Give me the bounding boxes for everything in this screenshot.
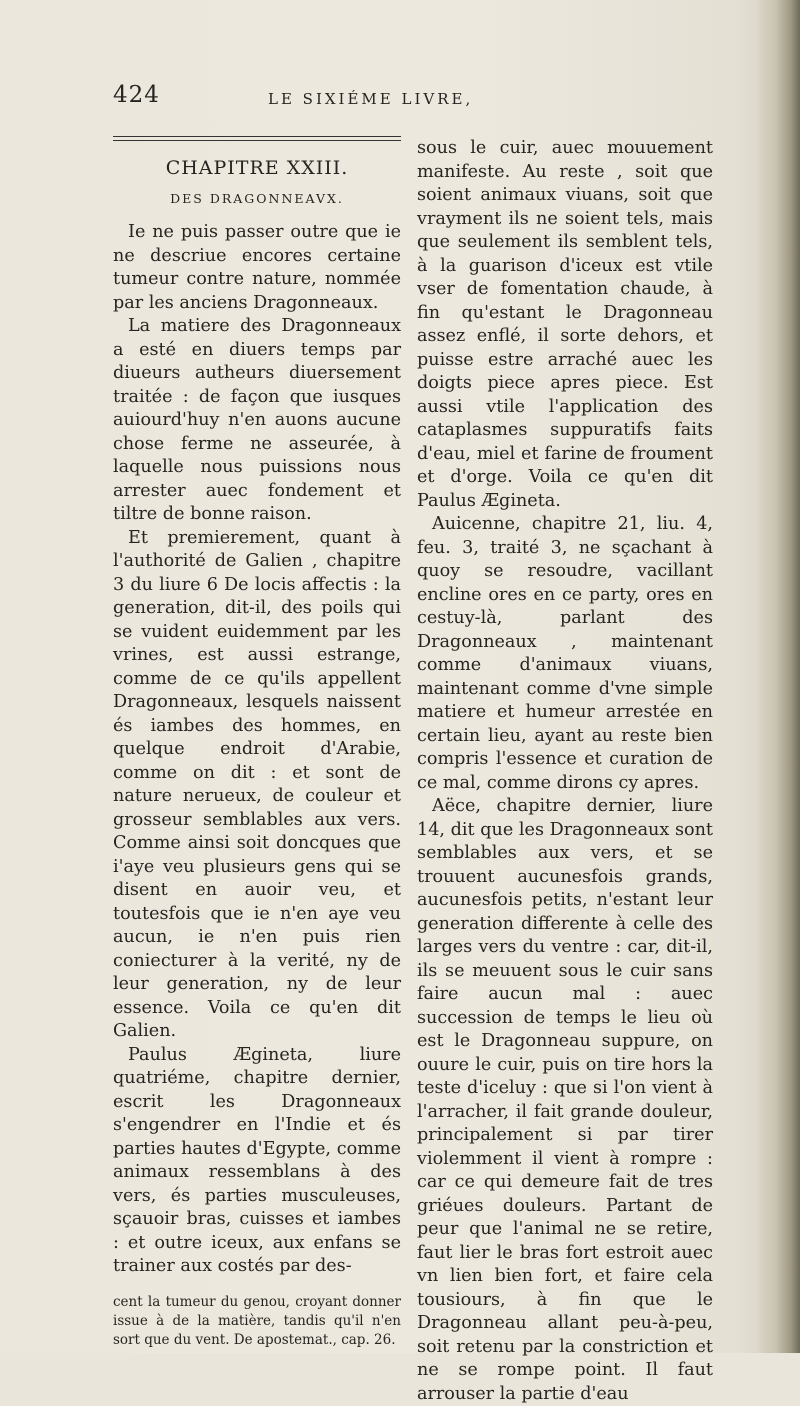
page-edge-shadow xyxy=(756,0,800,1353)
footnote xyxy=(113,1293,401,1350)
paragraph: Et premierement, quant à l'authorité de Galien , chapitre 3 du liure 6 De locis affectis : la generation, dit-il, des poils qui se vuident euidemment par les vrines, est aussi estrange, comme de ce qu'ils appellent Dragonneaux, lesquels naissent és iambes des hommes, en quelque endroit d'Arabie, comme on dit : et sont de nature nerueux, de couleur et grosseur semblables aux vers. Comme ainsi soit doncques que i'aye veu plusieurs gens qui se disent en auoir veu, et toutesfois que ie n'en aye veu aucun, ie n'en puis rien coniecturer à la verité, ny de leur generation, ny de leur essence. Voila ce qu'en dit Galien. xyxy=(113,527,401,1041)
page-header xyxy=(113,82,713,122)
paragraph: sous le cuir, auec mouuement manifeste. Au reste , soit que soient animaux viuans, soit que vrayment ils ne soient tels, mais que seulement ils semblent tels, à la guarison d'iceux est vtile vser de fomentation chaude, à fin qu'estant le Dragonneau assez enflé, il sorte dehors, et puisse estre arraché auec les doigts piece apres piece. Est aussi vtile l'application des cataplasmes suppuratifs faits d'eau, miel et farine de froument et d'orge. Voila ce qu'en dit Paulus Ægineta. xyxy=(417,138,713,511)
chapter-subtitle: DES DRAGONNEAVX. xyxy=(170,190,344,206)
paragraph: Paulus Ægineta, liure quatriéme, chapitre dernier, escrit les Dragonneaux s'engendrer en l'Indie et és parties hautes d'Egypte, comme animaux ressemblans à des vers, és parties musculeuses, sçauoir bras, cuisses et iambes : et outre iceux, aux enfans se trainer aux costés par des- xyxy=(113,1044,401,1276)
left-column xyxy=(113,136,401,1350)
footnote-text: cent la tumeur du genou, croyant donner issue à de la matière, tandis qu'il n'en sort que du vent. De apostemat., cap. 26. xyxy=(113,1293,401,1348)
paragraph: La matiere des Dragonneaux a esté en diuers temps par diueurs autheurs diuersement traitée : de façon que iusques auiourd'huy n'en auons aucune chose ferme ne asseurée, à laquelle nous puissions nous arrester auec fondement et tiltre de bonne raison. xyxy=(113,316,401,524)
paragraph: Aëce, chapitre dernier, liure 14, dit que les Dragonneaux sont semblables aux vers, et se trouuent aucunesfois grands, aucunesfois petits, n'estant leur generation differente à celle des larges vers du ventre : car, dit-il, ils se meuuent sous le cuir sans faire aucun mal : auec succession de temps le lieu où est le Dragonneau suppure, on ouure le cuir, puis on tire hors la teste d'iceluy : que si l'on vient à l'arracher, il fait grande douleur, principalement si par tirer violemment il vient à rompre : car ce qui demeure fait de tres griéues douleurs. Partant de peur que l'animal ne se retire, faut lier le bras fort estroit auec vn lien bien fort, et faire cela tousiours, à fin que le Dragonneau allant peu-à-peu, soit retenu par la constriction et ne se rompe point. Il faut arrouser la partie d'eau xyxy=(417,796,713,1404)
chapter-title: CHAPITRE XXIII. xyxy=(165,157,349,179)
page-number: 424 xyxy=(113,82,160,108)
paragraph: Auicenne, chapitre 21, liu. 4, feu. 3, traité 3, ne sçachant à quoy se resoudre, vacillant encline ores en ce party, ores en cestuy-là, parlant des Dragonneaux , maintenant comme d'animaux viuans, maintenant comme d'vne simple matiere et humeur arrestée en certain lieu, ayant au reste bien compris l'essence et curation de ce mal, comme dirons cy apres. xyxy=(417,514,713,793)
paragraph: Ie ne puis passer outre que ie ne descriue encores certaine tumeur contre nature, nommée par les anciens Dragonneaux. xyxy=(113,222,401,313)
running-head: LE SIXIÉME LIVRE, xyxy=(268,90,474,108)
chapter-rule xyxy=(113,136,401,141)
right-column xyxy=(417,137,713,1406)
